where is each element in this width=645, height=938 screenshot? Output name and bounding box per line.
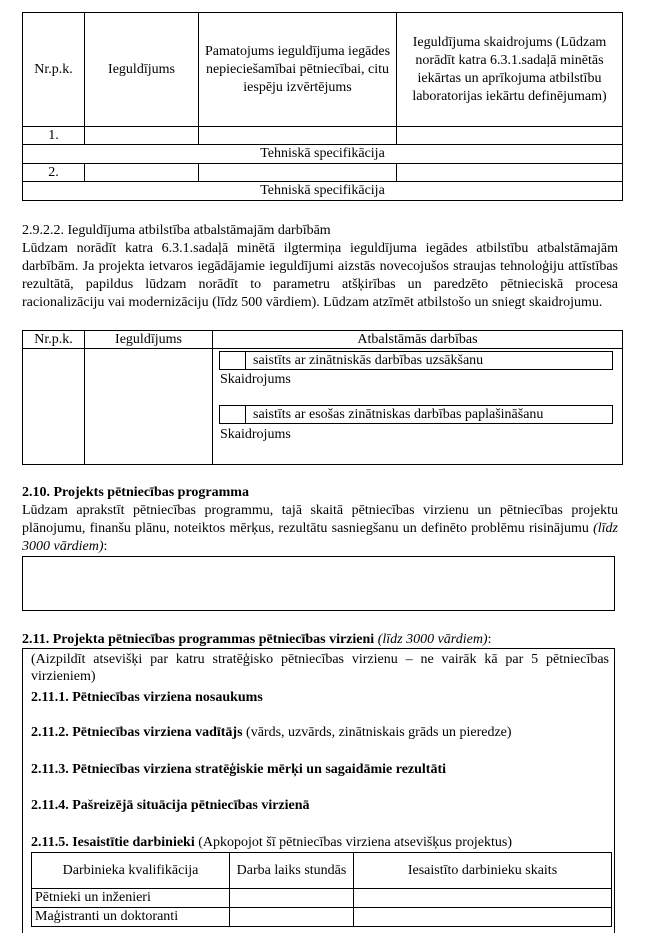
input-cell[interactable] bbox=[397, 164, 623, 182]
program-text-area[interactable] bbox=[22, 556, 615, 611]
activities-table bbox=[22, 330, 623, 465]
section-211-note: (Aizpildīt atsevišķi par katru stratēģisko pētniecības virzienu – ne vairāk kā par 5 pētniecības virzieniem) bbox=[31, 652, 609, 684]
input-cell[interactable] bbox=[354, 889, 612, 908]
row-number: 2. bbox=[23, 164, 85, 182]
investment-table bbox=[22, 12, 623, 201]
input-cell[interactable] bbox=[23, 349, 85, 465]
input-cell[interactable] bbox=[199, 127, 397, 145]
research-directions-box bbox=[22, 648, 615, 933]
header-count: Iesaistīto darbinieku skaits bbox=[354, 853, 612, 889]
header-nr: Nr.p.k. bbox=[23, 13, 85, 127]
option-start-label: saistīts ar zinātniskās darbības uzsākšanu bbox=[253, 353, 484, 368]
option-expand-label: saistīts ar esošas zinātniskas darbības paplašināšanu bbox=[253, 407, 544, 422]
subsection-211-2: 2.11.2. Pētniecības virziena vadītājs (vārds, uzvārds, zinātniskais grāds un pieredze) bbox=[31, 725, 512, 740]
input-cell[interactable] bbox=[230, 889, 354, 908]
input-cell[interactable] bbox=[397, 127, 623, 145]
staff-table bbox=[31, 852, 612, 927]
table-row-label: Maģistranti un doktoranti bbox=[32, 908, 230, 927]
activities-cell bbox=[213, 349, 623, 465]
tech-spec-row[interactable]: Tehniskā specifikācija bbox=[23, 182, 623, 201]
header-explanation: Ieguldījuma skaidrojums (Lūdzam norādīt katra 6.3.1.sadaļā minētās iekārtas un aprīkojuma atbilstību laboratorijas iekārtu definējumam) bbox=[397, 13, 623, 127]
input-cell[interactable] bbox=[354, 908, 612, 927]
table-row-label: Pētnieki un inženieri bbox=[32, 889, 230, 908]
input-cell[interactable] bbox=[85, 349, 213, 465]
checkbox[interactable] bbox=[220, 352, 246, 369]
section-211-heading: 2.11. Projekta pētniecības programmas pētniecības virzieni (līdz 3000 vārdiem): bbox=[22, 632, 492, 647]
header-justification: Pamatojums ieguldījuma iegādes nepieciešamībai pētniecībai, citu iespēju izvērtējums bbox=[199, 13, 397, 127]
header-qualification: Darbinieka kvalifikācija bbox=[32, 853, 230, 889]
tech-spec-row[interactable]: Tehniskā specifikācija bbox=[23, 145, 623, 164]
row-number: 1. bbox=[23, 127, 85, 145]
section-2922-heading: 2.9.2.2. Ieguldījuma atbilstība atbalstāmajām darbībām bbox=[22, 223, 331, 238]
explanation-label: Skaidrojums bbox=[220, 427, 291, 442]
subsection-211-4: 2.11.4. Pašreizējā situācija pētniecības virzienā bbox=[31, 798, 310, 813]
input-cell[interactable] bbox=[85, 127, 199, 145]
subsection-211-1: 2.11.1. Pētniecības virziena nosaukums bbox=[31, 690, 263, 705]
explanation-label: Skaidrojums bbox=[220, 372, 291, 387]
option-expand-row bbox=[219, 405, 613, 424]
input-cell[interactable] bbox=[230, 908, 354, 927]
checkbox[interactable] bbox=[220, 406, 246, 423]
header-investment: Ieguldījums bbox=[85, 13, 199, 127]
subsection-211-5: 2.11.5. Iesaistītie darbinieki (Apkopojot šī pētniecības virziena atsevišķus projektus) bbox=[31, 835, 512, 850]
header-activities: Atbalstāmās darbības bbox=[213, 331, 623, 349]
section-2922-body: Lūdzam norādīt katra 6.3.1.sadaļā minētā ilgtermiņa ieguldījuma iegādes atbilstību atbalstāmajām darbībām. Ja projekta ietvaros iegādājamie ieguldījumi aizstās novecojušos straujas tehnoloģiju attīstības rezultātā, papildus lūdzam norādīt to parametru atšķirības un paredzēto pētnieciskā procesa racionalizāciju vai modernizāciju (līdz 500 vārdiem). Lūdzam atzīmēt atbilstošo un sniegt skaidrojumu. bbox=[22, 241, 618, 310]
header-nr: Nr.p.k. bbox=[23, 331, 85, 349]
input-cell[interactable] bbox=[199, 164, 397, 182]
input-cell[interactable] bbox=[85, 164, 199, 182]
section-210-body: Lūdzam aprakstīt pētniecības programmu, tajā skaitā pētniecības virzienu un pētniecības projektu plānojumu, finanšu plānu, noteiktos mērķus, rezultātu sasniegšanu un definēto problēmu risinājumu (līdz 3000 vārdiem): bbox=[22, 503, 618, 554]
header-hours: Darba laiks stundās bbox=[230, 853, 354, 889]
header-investment: Ieguldījums bbox=[85, 331, 213, 349]
option-start-row bbox=[219, 351, 613, 370]
section-210-heading: 2.10. Projekts pētniecības programma bbox=[22, 485, 249, 500]
subsection-211-3: 2.11.3. Pētniecības virziena stratēģiskie mērķi un sagaidāmie rezultāti bbox=[31, 762, 447, 777]
